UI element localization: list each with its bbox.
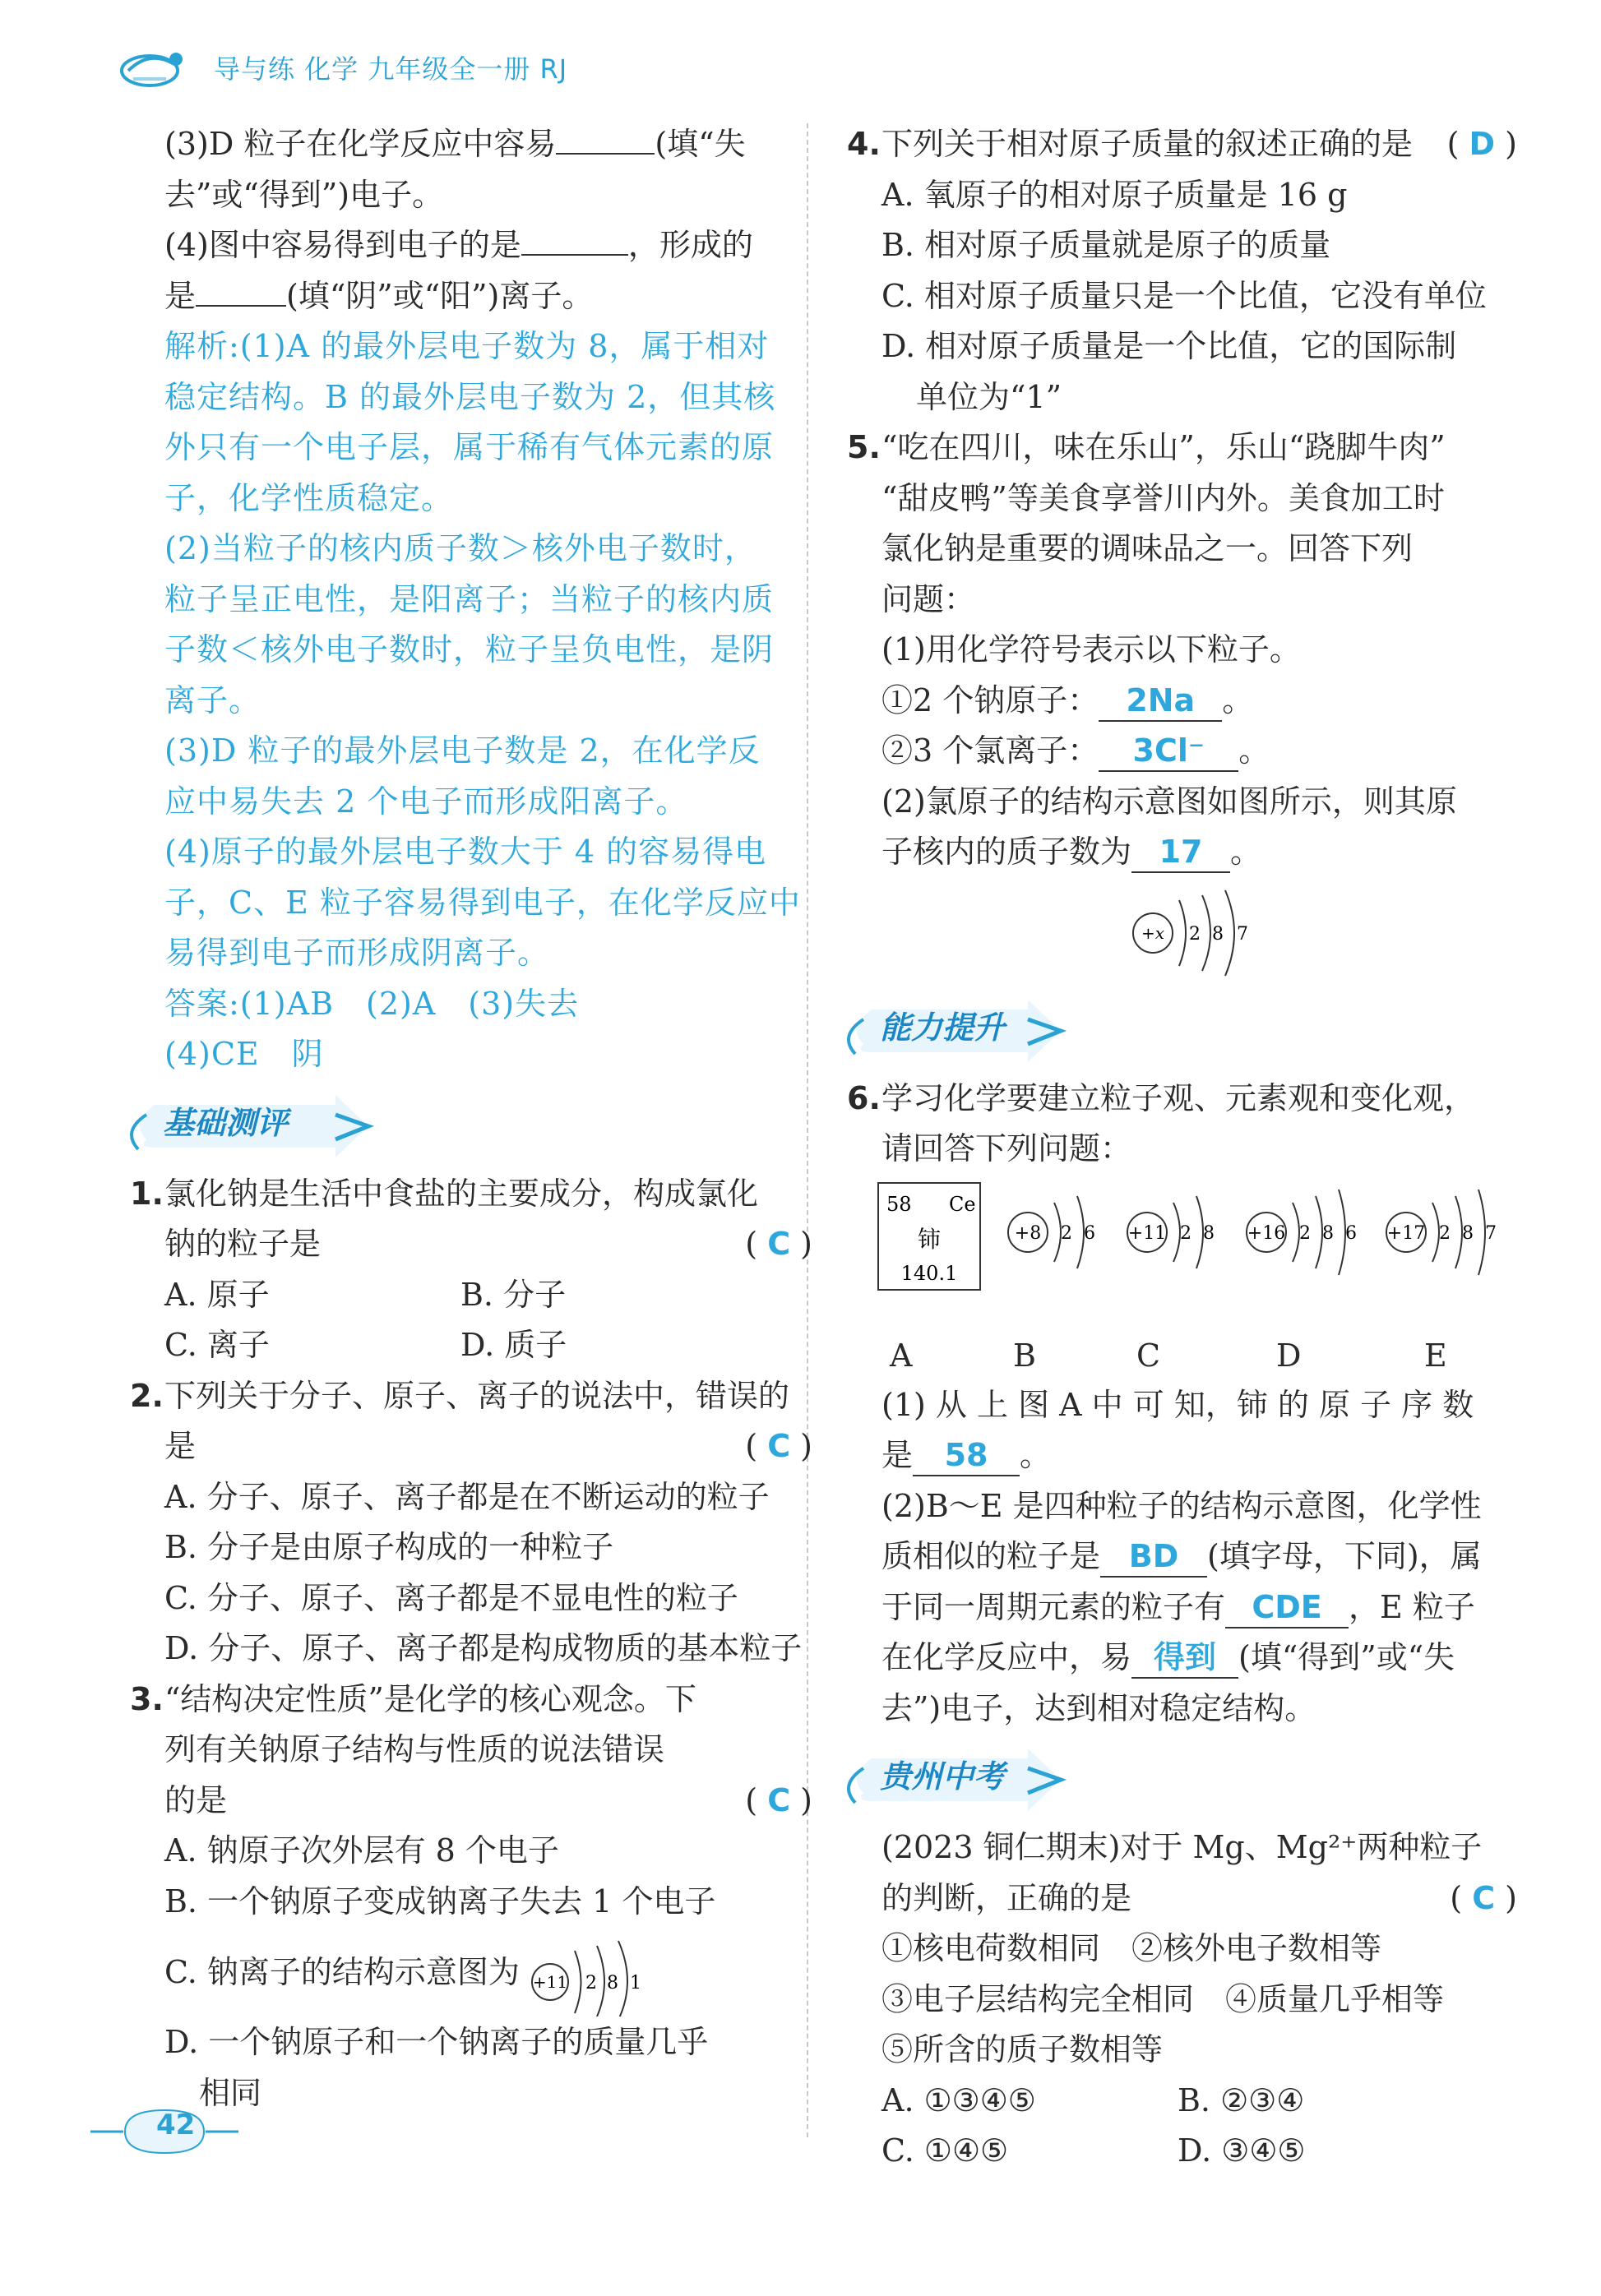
answer-blank[interactable]: 得到 [1131,1638,1238,1679]
answer-blank[interactable]: BD [1100,1536,1207,1578]
section-title: 能力提升 [880,1009,1006,1046]
electron-shell-arc [1173,1203,1180,1262]
option: C. 离子 [164,1327,270,1363]
answer-blank[interactable] [556,153,655,155]
shell-electron-count: 6 [1345,1222,1357,1244]
question-line: (4)图中容易得到电子的是 ，形成的 [164,227,753,263]
nucleus-charge: +16 [1247,1222,1286,1244]
analysis-line: 粒子呈正电性，是阳离子；当粒子的核内质 [164,580,775,617]
shell-electron-count: 2 [1439,1222,1451,1244]
svg-text:1: 1 [629,1972,641,1993]
answer-choice: ( D ) [1446,126,1517,162]
atom-structure-icon [1128,882,1293,981]
answer-blank[interactable]: 58 [913,1435,1020,1476]
answer-choice: ( C ) [745,1428,812,1464]
svg-text:+x: +x [1141,922,1165,943]
svg-text:2: 2 [585,1972,597,1993]
answer-blank[interactable]: 2Na [1099,681,1222,722]
answer-blank[interactable]: 17 [1131,832,1230,873]
option: A. ①③④⑤ [881,2081,1036,2118]
option: A. 分子、原子、离子都是在不断运动的粒子 [164,1478,770,1515]
shell-electron-count: 2 [1299,1222,1311,1244]
analysis-line: (3)D 粒子的最外层电子数是 2，在化学反 [164,732,761,769]
section-heading-exam [839,1744,1517,1818]
shell-electron-count: 6 [1084,1222,1095,1244]
option: D. 一个钠原子和一个钠离子的质量几乎 [164,2024,709,2060]
answer-blank[interactable] [521,254,628,256]
option: D. 相对原子质量是一个比值，它的国际制 [881,328,1457,364]
question-line: 去”或“得到”)电子。 [164,176,444,213]
analysis-line: 应中易失去 2 个电子而形成阳离子。 [164,783,688,820]
nucleus-charge: +8 [1014,1222,1042,1244]
answer-line: 答案:(1)AB (2)A (3)失去 [164,985,580,1022]
option: C. 相对原子质量只是一个比值，它没有单位 [881,277,1487,314]
option: A. 钠原子次外层有 8 个电子 [164,1832,559,1869]
shell-electron-count: 8 [1462,1222,1474,1244]
analysis-block [130,321,812,1080]
question-2: 2.下列关于分子、原子、离子的说法中，错误的 是 ( C ) A. 分子、原子、离子都是在不断运动的粒子 B. 分子是由原子构成的一种粒子 C. 分子、原子、离子都是不显电性的粒子 D. 分子、原子、离子都是构成物质的基本粒子 [130,1371,812,1675]
electron-shell-arc [1432,1203,1439,1262]
question-3: 3.“结构决定性质”是化学的核心观念。下 列有关钠原子结构与性质的说法错误 的是 ( C ) A. 钠原子次外层有 8 个电子 B. 一个钠原子变成钠离子失去 1 个电子 C. 钠离子的结构示意图为 +11 2 8 1 D. 一个钠原子和一个钠离子的质量几乎 相同 [130,1680,812,2111]
svg-text:Ce: Ce [949,1192,976,1216]
answer-choice: ( C ) [745,1226,812,1262]
section-heading-basic [122,1090,812,1164]
option: B. ②③④ [1178,2081,1305,2118]
electron-shell-arc [1316,1196,1322,1268]
question-5: 5.“吃在四川，味在乐山”，乐山“跷脚牛肉” “甜皮鸭”等美食享誉川内外。美食加工时 氯化钠是重要的调味品之一。回答下列 问题： (1)用化学符号表示以下粒子。 ①2 个钠原子： 2Na 。 ②3 个氯离子： 3Cl⁻ 。 (2)氯原子的结构示意图如图所示，则其原 子核内的质子数为 17 。 +x 2 8 7 [847,423,1517,985]
analysis-line: 子，化学性质稳定。 [164,479,454,516]
analysis-line: 稳定结构。B 的最外层电子数为 2，但其核 [164,378,776,415]
option: A. 氧原子的相对原子质量是 16 g [881,176,1348,213]
svg-text:140.1: 140.1 [900,1261,958,1285]
svg-text:2: 2 [1189,923,1201,945]
electron-shell-arc [1478,1190,1485,1275]
option: C. ①④⑤ [881,2132,1009,2169]
diagram-labels: A B C D E [890,1337,1447,1374]
right-column [847,119,1517,2177]
particle-diagrams [881,1175,1517,1331]
analysis-line: 子，C、E 粒子容易得到电子，在化学反应中 [164,884,801,921]
option: B. 一个钠原子变成钠离子失去 1 个电子 [164,1883,716,1919]
answer-choice: ( C ) [745,1781,812,1818]
question-line: (3)D 粒子在化学反应中容易 (填“失 [164,126,746,162]
svg-text:8: 8 [606,1972,618,1993]
svg-text:58: 58 [886,1192,912,1216]
answer-blank[interactable]: CDE [1225,1587,1349,1628]
question-7: (2023 铜仁期末)对于 Mg、Mg²⁺两种粒子 的判断，正确的是 ( C ) ①核电荷数相同 ②核外电子数相等 ③电子层结构完全相同 ④质量几乎相等 ⑤所含的质子数相等 A. ①③④⑤ B. ②③④ C. ①④⑤ D. ③④⑤ [847,1822,1517,2177]
left-column [130,119,812,2118]
shell-electron-count: 8 [1322,1222,1334,1244]
page-number: 42 [156,2109,196,2141]
shell-electron-count: 2 [1180,1222,1191,1244]
question-1: 1.氯化钠是生活中食盐的主要成分，构成氯化 钠的粒子是 ( C ) A. 原子 B. 分子 C. 离子 D. 质子 [130,1169,812,1371]
shell-electron-count: 2 [1061,1222,1072,1244]
section-title: 基础测评 [163,1104,289,1141]
analysis-line: 易得到电子而形成阴离子。 [164,935,550,971]
book-logo-icon [117,43,189,92]
analysis-line: (2)当粒子的核内质子数＞核外电子数时， [164,530,757,566]
analysis-line: 子数＜核外电子数时，粒子呈负电性，是阴 [164,631,775,668]
option: B. 分子是由原子构成的一种粒子 [164,1529,614,1565]
electron-shell-arc [1339,1190,1345,1275]
electron-shell-arc [1455,1196,1462,1268]
nucleus-charge: +17 [1386,1222,1426,1244]
question-line: 是 (填“阴”或“阳”)离子。 [164,277,594,314]
option: C. 分子、原子、离子都是不显电性的粒子 [164,1579,738,1616]
electron-shell-arc [1293,1203,1299,1262]
section-heading-advanced [839,995,1517,1069]
shell-electron-count: 7 [1485,1222,1497,1244]
analysis-line: 离子。 [164,681,261,718]
option: B. 相对原子质量就是原子的质量 [881,227,1331,263]
svg-text:+11: +11 [532,1971,568,1992]
option: C. 钠离子的结构示意图为 +11 2 8 1 [164,1927,812,2017]
shell-electron-count: 8 [1203,1222,1215,1244]
analysis-line: 解析:(1)A 的最外层电子数为 8，属于相对 [164,328,770,364]
question-4: 4.下列关于相对原子质量的叙述正确的是 ( D ) A. 氧原子的相对原子质量是 16 g B. 相对原子质量就是原子的质量 C. 相对原子质量只是一个比值，它没有单位 D. 相对原子质量是一个比值，它的国际制 单位为“1” [847,119,1517,423]
option: A. 原子 [164,1276,270,1313]
page-header [123,43,567,92]
option: D. ③④⑤ [1178,2132,1306,2169]
answer-blank[interactable] [196,305,286,307]
option: D. 分子、原子、离子都是构成物质的基本粒子 [164,1630,803,1666]
question-6: 6.学习化学要建立粒子观、元素观和变化观， 请回答下列问题： 58 Ce 铈 140.1 +8 2 6 +11 2 8 +16 2 8 6 +17 2 8 7 A B C D E (1) 从 上 图 A 中 可 知，铈 的 原 子 序 数 是 58 。 (2)B～E 是四种粒子的结构示意图，化学性 质相似的粒子是 BD (填字母，下同)，属 于同一周期元素的粒子有 CDE ，E 粒子 在化学反应中，易 得到 (填“得到”或“失 去”)电子，达到相对稳定结构。 [847,1074,1517,1735]
chlorine-atom-diagram [881,878,1517,985]
answer-line: (4)CE 阴 [164,1036,324,1072]
section-title: 贵州中考 [880,1758,1006,1795]
nucleus-charge: +11 [1127,1222,1167,1244]
answer-blank[interactable]: 3Cl⁻ [1099,731,1238,772]
svg-text:铈: 铈 [917,1225,942,1253]
option: B. 分子 [460,1276,567,1313]
header-title: 导与练 化学 九年级全一册 RJ [214,53,568,85]
electron-shell-arc [1196,1196,1203,1268]
svg-text:8: 8 [1212,923,1224,945]
analysis-line: (4)原子的最外层电子数大于 4 的容易得电 [164,834,767,870]
option: D. 质子 [460,1327,567,1363]
sodium-ion-diagram [530,1934,653,2017]
answer-choice: ( C ) [1450,1879,1517,1916]
structure-diagrams-icon [877,1175,1526,1331]
electron-shell-arc [1054,1203,1061,1262]
svg-text:7: 7 [1237,923,1248,945]
analysis-line: 外只有一个电子层，属于稀有气体元素的原 [164,429,775,465]
electron-shell-arc [1077,1196,1084,1268]
